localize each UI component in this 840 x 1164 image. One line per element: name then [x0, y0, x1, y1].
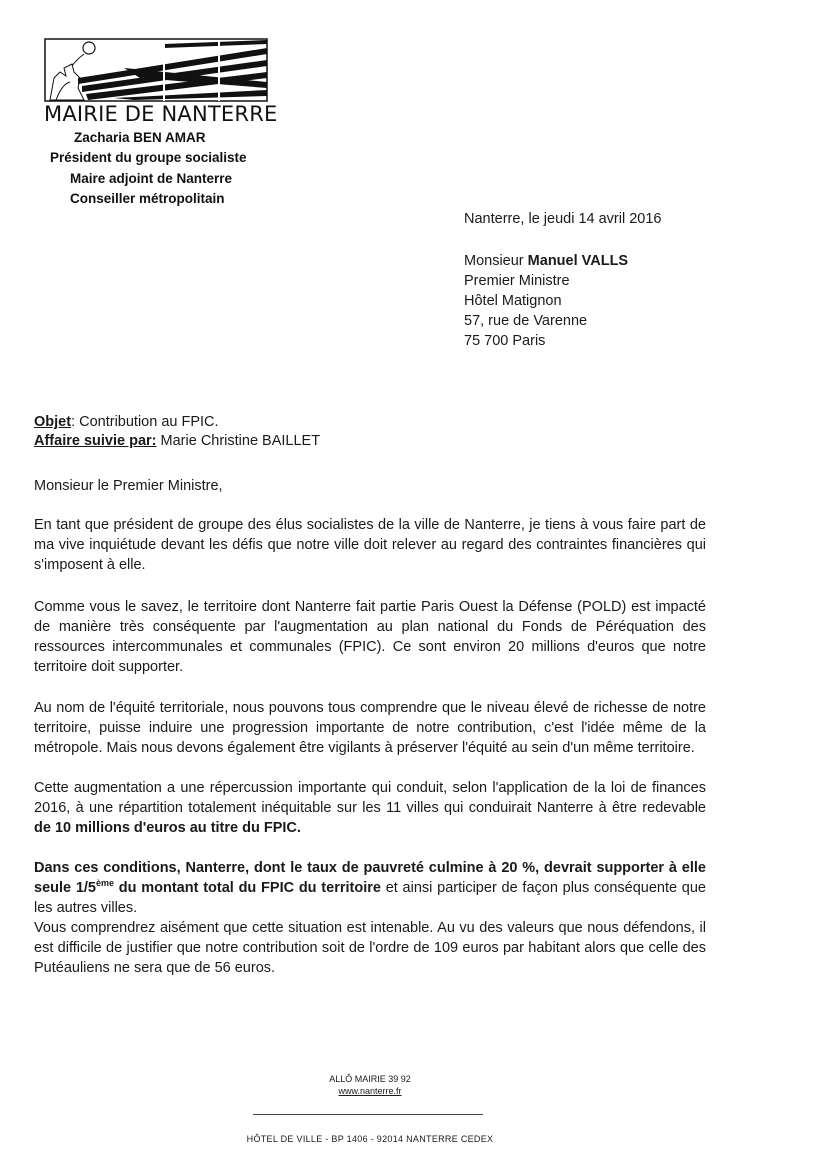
recipient-line: 75 700 Paris	[464, 333, 546, 349]
paragraph-3: Au nom de l'équité territoriale, nous pouvons tous comprendre que le niveau élevé de richesse de notre territoire, puisse induire une progression importante de notre contribution, c'est l'idée même de la métropole. Mais nous devons également être vigilants à préserver l'équité au sein d'un même territoire.	[34, 700, 706, 756]
recipient-line: Premier Ministre	[464, 273, 570, 289]
footer-divider	[253, 1114, 483, 1115]
recipient-line: Hôtel Matignon	[464, 293, 562, 309]
affaire-label: Affaire suivie par:	[34, 433, 157, 449]
subject-block	[34, 413, 320, 451]
paragraph-6: Vous comprendrez aisément que cette situation est intenable. Au vu des valeurs que nous défendons, il est difficile de justifier que notre contribution soit de l'ordre de 109 euros par habitant alors que celle des Putéauliens ne sera que de 56 euros.	[34, 920, 706, 976]
paragraph-5: Dans ces conditions, Nanterre, dont le taux de pauvreté culmine à 20 %, devrait supporter à elle seule 1/5ème du montant total du FPIC du territoire et ainsi participer de façon plus conséquente que les autres villes.	[34, 860, 707, 916]
sender-title-1: Président du groupe socialiste	[50, 150, 247, 165]
footer-phone: ALLÔ MAIRIE 39 92	[329, 1074, 411, 1084]
sender-title-2: Maire adjoint de Nanterre	[70, 171, 233, 186]
recipient-name-line: Monsieur Manuel VALLS	[464, 253, 629, 269]
mairie-logo-icon	[44, 38, 269, 102]
date-line: Nanterre, le jeudi 14 avril 2016	[464, 211, 662, 227]
paragraph-1: En tant que président de groupe des élus socialistes de la ville de Nanterre, je tiens à vous faire part de ma vive inquiétude devant les défis que notre ville doit relever au regard des contraintes financières qui s'imposent à elle.	[34, 517, 706, 573]
mairie-logo-text: MAIRIE DE NANTERRE	[44, 102, 278, 126]
affaire-line: Affaire suivie par: Marie Christine BAILLET	[34, 433, 321, 449]
footer-website-link[interactable]: www.nanterre.fr	[338, 1086, 402, 1096]
objet-line: Objet: Contribution au FPIC.	[34, 414, 219, 430]
paragraph-2: Comme vous le savez, le territoire dont Nanterre fait partie Paris Ouest la Défense (POLD) est impacté de manière très conséquente par l'augmentation au plan national du Fonds de Péréquation des ressources intercommunales et communales (FPIC). Ce sont environ 20 millions d'euros que notre territoire doit supporter.	[34, 599, 706, 675]
greeting: Monsieur le Premier Ministre,	[34, 478, 223, 494]
objet-label: Objet	[34, 414, 72, 430]
sender-title-3: Conseiller métropolitain	[70, 191, 225, 206]
footer-address: HÔTEL DE VILLE - BP 1406 - 92014 NANTERRE CEDEX	[246, 1134, 494, 1144]
sender-name: Zacharia BEN AMAR	[74, 130, 206, 145]
recipient-line: 57, rue de Varenne	[464, 313, 588, 329]
recipient-block	[464, 251, 628, 351]
recipient-name: Manuel VALLS	[527, 253, 629, 269]
paragraph-4: Cette augmentation a une répercussion importante qui conduit, selon l'application de la loi de finances 2016, à une répartition totalement inéquitable sur les 11 villes qui conduirait Nanterre à être redevable de 10 millions d'euros au titre du FPIC.	[34, 780, 706, 836]
